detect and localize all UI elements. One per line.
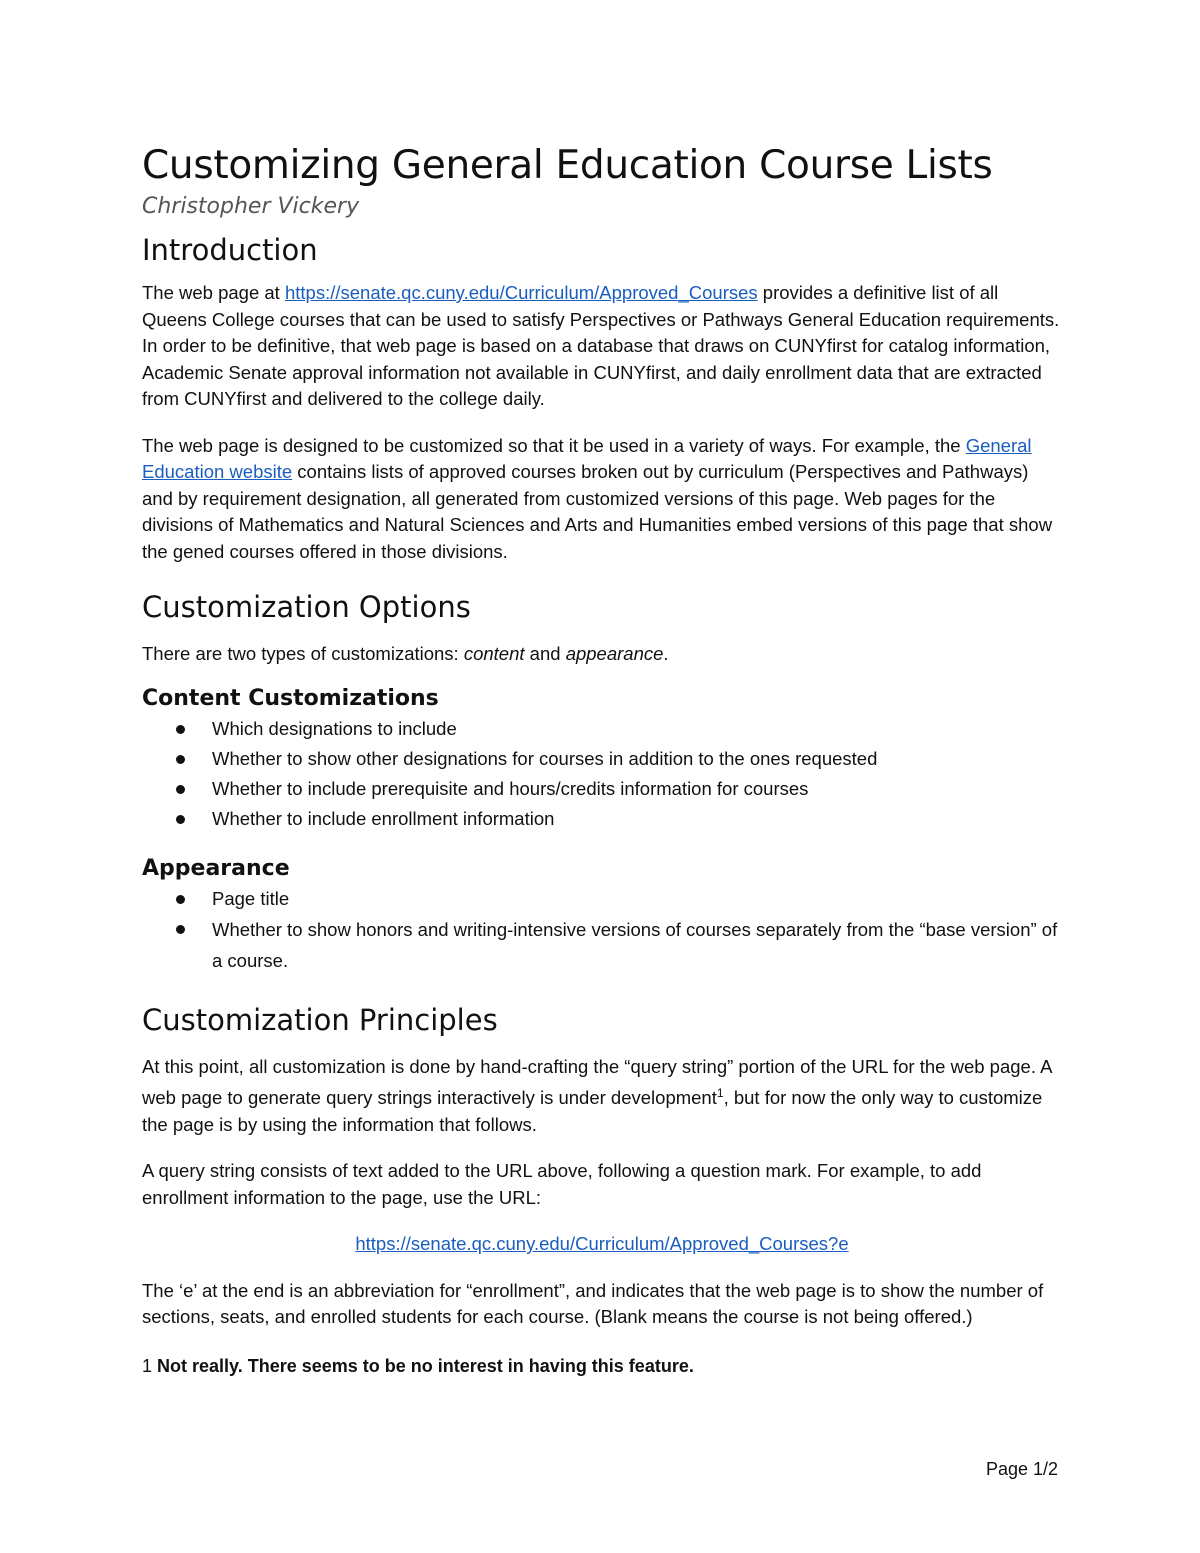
document-author: Christopher Vickery bbox=[142, 194, 360, 219]
document-title: Customizing General Education Course Lists bbox=[142, 143, 993, 188]
approved-courses-link[interactable]: https://senate.qc.cuny.edu/Curriculum/Approved_Courses bbox=[284, 282, 758, 303]
bullet-icon bbox=[176, 925, 185, 934]
list-item bbox=[142, 744, 1062, 774]
footnote-number: 1 bbox=[142, 1355, 153, 1376]
appearance-heading: Appearance bbox=[142, 855, 290, 881]
list-item bbox=[142, 804, 1062, 834]
list-item bbox=[142, 714, 1062, 744]
options-p-appearance: appearance bbox=[565, 643, 664, 664]
list-item-text: Whether to include enrollment information bbox=[212, 807, 555, 829]
list-item bbox=[142, 914, 1062, 976]
bullet-icon bbox=[176, 895, 185, 904]
intro-paragraph-1 bbox=[142, 280, 1062, 413]
principles-heading: Customization Principles bbox=[142, 1002, 498, 1037]
content-customizations-heading: Content Customizations bbox=[142, 685, 439, 711]
bullet-icon bbox=[176, 785, 185, 794]
options-heading: Customization Options bbox=[142, 590, 471, 624]
list-item-text: Whether to show other designations for courses in addition to the ones requested bbox=[212, 747, 878, 769]
options-paragraph bbox=[142, 641, 1062, 668]
bullet-icon bbox=[176, 725, 185, 734]
list-item-text: Which designations to include bbox=[212, 717, 457, 739]
list-item bbox=[142, 774, 1062, 804]
page-number: Page 1/2 bbox=[985, 1459, 1058, 1479]
intro-p2-post: contains lists of approved courses broken out by curriculum (Perspectives and Pathways) and by requirement designation, all generated from customized versions of this page. Web pages for the divisions of Mathematics and Natural Sciences and Arts and Humanities embed versions of this page that show the gened courses offered in those divisions. bbox=[142, 461, 1053, 562]
example-url-link[interactable]: https://senate.qc.cuny.edu/Curriculum/Approved_Courses?e bbox=[355, 1233, 849, 1255]
list-item-text: Whether to include prerequisite and hours/credits information for courses bbox=[212, 777, 809, 799]
principles-p1-pre: At this point, all customization is done by hand-crafting the “query string” portion of the URL for the web page. A web page to generate query strings interactively is under development bbox=[142, 1055, 1052, 1109]
bullet-icon bbox=[176, 755, 185, 764]
intro-p1-post: provides a definitive list of all Queens College courses that can be used to satisfy Perspectives or Pathways General Education requirements. In order to be definitive, that web page is based on a database that draws on CUNYfirst for catalog information, Academic Senate approval information not available in CUNYfirst, and daily enrollment data that are extracted from CUNYfirst and delivered to the college daily. bbox=[142, 282, 1060, 409]
gened-website-link[interactable]: General Education website bbox=[142, 434, 1032, 482]
principles-paragraph-1 bbox=[142, 1054, 1062, 1139]
content-customizations-list bbox=[142, 714, 1062, 834]
principles-paragraph-2: A query string consists of text added to the URL above, following a question mark. For example, to add enrollment information to the page, use the URL: bbox=[142, 1160, 982, 1208]
example-url-line bbox=[142, 1231, 1062, 1258]
options-p-post: . bbox=[663, 643, 669, 664]
document-page bbox=[142, 140, 1062, 1379]
options-p-content: content bbox=[463, 643, 525, 664]
principles-p1-post: , but for now the only way to customize the page is by using the information that follows. bbox=[142, 1087, 1043, 1135]
footnote-reference: 1 bbox=[716, 1086, 724, 1100]
principles-paragraph-3: The ‘e’ at the end is an abbreviation for “enrollment”, and indicates that the web page is to show the number of sections, seats, and enrolled students for each course. (Blank means the course is not being offered.) bbox=[142, 1279, 1044, 1328]
intro-p2-pre: The web page is designed to be customized so that it be used in a variety of ways. For example, the bbox=[142, 434, 966, 456]
list-item bbox=[142, 884, 1062, 914]
options-p-pre: There are two types of customizations: bbox=[142, 643, 464, 664]
footnote bbox=[142, 1353, 1062, 1379]
intro-p1-pre: The web page at bbox=[142, 282, 285, 303]
list-item-text: Whether to show honors and writing-intensive versions of courses separately from the “base version” of a course. bbox=[212, 918, 1058, 971]
intro-heading: Introduction bbox=[142, 233, 318, 267]
intro-paragraph-2 bbox=[142, 433, 1062, 566]
footnote-text: Not really. There seems to be no interest in having this feature. bbox=[157, 1355, 694, 1376]
options-p-mid: and bbox=[524, 643, 566, 664]
list-item-text: Page title bbox=[212, 887, 290, 909]
bullet-icon bbox=[176, 815, 185, 824]
appearance-list bbox=[142, 884, 1062, 976]
